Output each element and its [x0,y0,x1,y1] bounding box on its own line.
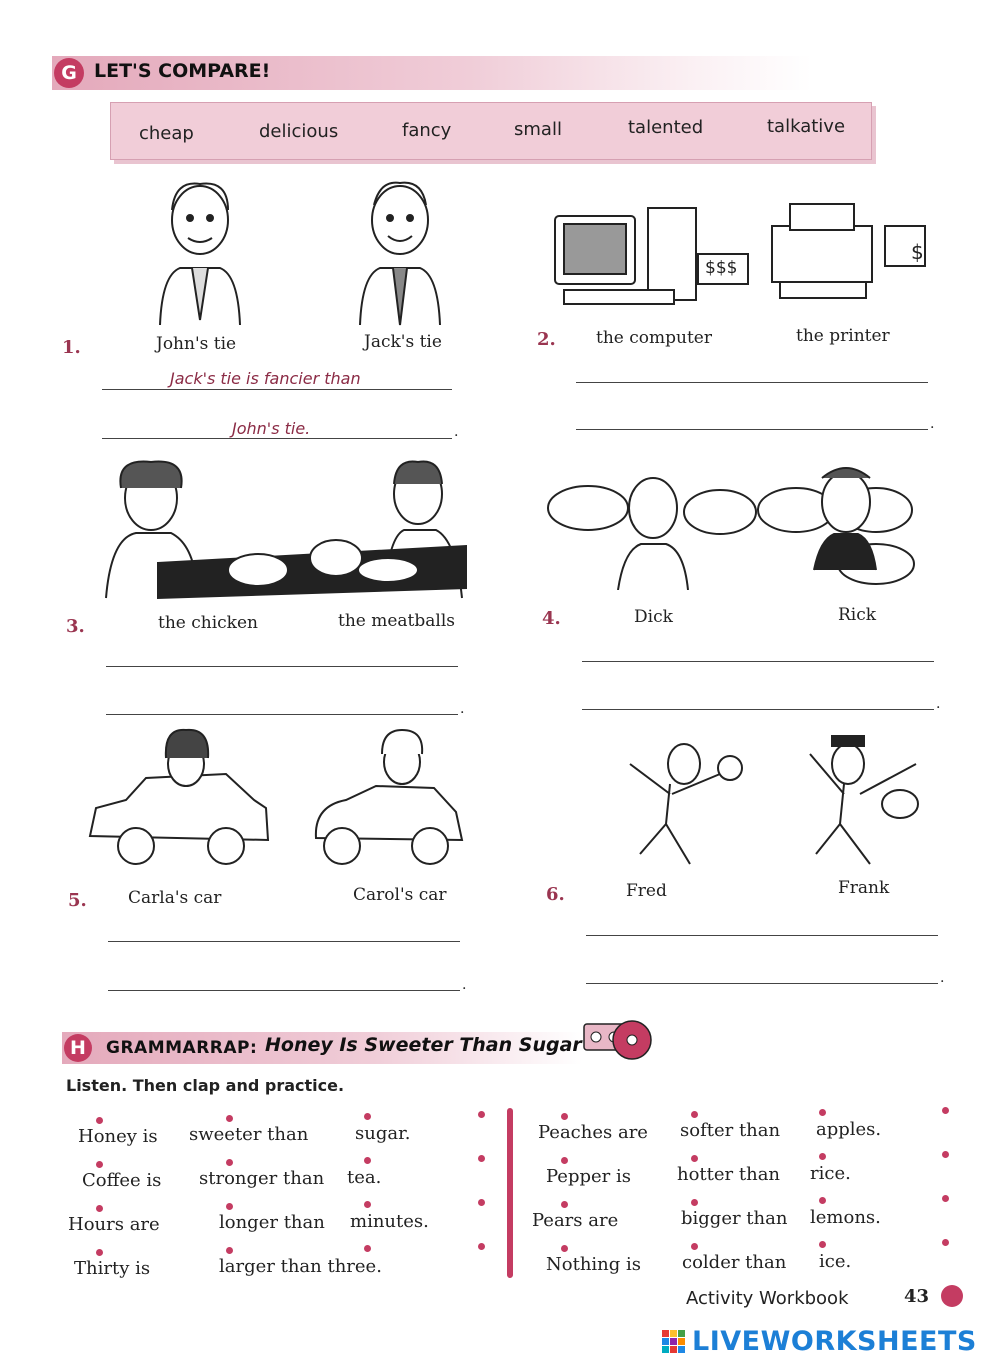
rap-line-comparison: longer than [219,1212,325,1233]
beat-dot [226,1203,233,1210]
answer-line[interactable] [576,429,928,430]
answer-line[interactable] [586,935,938,936]
beat-dot [691,1155,698,1162]
answer-line [102,438,452,439]
rap-line-subject: Honey is [78,1126,158,1147]
beat-dot [96,1205,103,1212]
beat-dot [478,1155,485,1162]
word-bank-item: cheap [139,123,194,144]
section-g-badge: G [54,58,84,88]
rap-column-divider [507,1108,513,1278]
beat-dot [561,1157,568,1164]
beat-dot [96,1117,103,1124]
rap-line-object: minutes. [350,1211,429,1232]
exercise-3-number: 3. [66,616,85,637]
answer-line[interactable] [582,709,934,710]
two-men-ties-illustration [150,180,450,330]
talking-men-illustration [546,460,946,590]
section-h-title-prefix: GRAMMARRAP: [106,1038,258,1058]
page-marker-dot [941,1285,963,1307]
rap-line-comparison: bigger than [681,1208,788,1229]
rap-line-object: rice. [810,1163,851,1184]
computer-printer-illustration [550,196,950,316]
word-bank-item: small [514,119,562,140]
answer-line[interactable] [108,990,460,991]
exercise-6-number: 6. [546,884,565,905]
exercise-1-left-label: John's tie [156,334,237,354]
exercise-4-number: 4. [542,608,561,629]
answer-line[interactable] [582,661,934,662]
beat-dot [819,1197,826,1204]
section-h-instructions: Listen. Then clap and practice. [66,1076,345,1095]
beat-dot [478,1243,485,1250]
answer-line[interactable] [106,666,458,667]
beat-dot [691,1199,698,1206]
audio-cd-icon [582,1018,656,1062]
exercise-2-right-label: the printer [796,326,890,346]
exercise-5-number: 5. [68,890,87,911]
rap-line-comparison: softer than [680,1120,781,1141]
rap-line-object: sugar. [355,1123,411,1144]
beat-dot [942,1107,949,1114]
rap-line-subject: Hours are [68,1214,160,1235]
page-number: 43 [904,1286,930,1307]
beat-dot [691,1243,698,1250]
answer-line[interactable] [586,983,938,984]
beat-dot [478,1199,485,1206]
word-bank-item: talkative [767,116,846,137]
rap-line-comparison: colder than [682,1252,787,1273]
rap-line-subject: Thirty is [74,1258,151,1279]
rap-line-comparison: larger than three. [219,1256,382,1277]
footer-book-title: Activity Workbook [686,1288,849,1309]
beat-dot [942,1195,949,1202]
dinner-table-illustration [96,458,468,604]
dancing-men-illustration [600,724,940,874]
section-g-title: LET'S COMPARE! [94,60,271,82]
exercise-5-left-label: Carla's car [128,888,222,908]
beat-dot [942,1239,949,1246]
exercise-1-answer-line-1[interactable]: Jack's tie is fancier than [170,369,361,388]
beat-dot [226,1115,233,1122]
exercise-3-right-label: the meatballs [338,611,456,631]
exercise-3-left-label: the chicken [158,613,258,633]
beat-dot [561,1201,568,1208]
exercise-1-number: 1. [62,337,81,358]
answer-line[interactable] [108,941,460,942]
beat-dot [364,1201,371,1208]
exercise-1-right-label: Jack's tie [364,332,442,352]
beat-dot [364,1113,371,1120]
beat-dot [478,1111,485,1118]
beat-dot [819,1241,826,1248]
section-h-badge: H [64,1034,92,1062]
beat-dot [364,1157,371,1164]
liveworksheets-logo-icon [662,1330,686,1354]
rap-line-subject: Pears are [532,1210,619,1231]
rap-line-subject: Pepper is [546,1166,631,1187]
period-mark: . [936,696,941,712]
beat-dot [364,1245,371,1252]
exercise-6-left-label: Fred [626,881,667,901]
rap-line-subject: Nothing is [546,1254,642,1275]
beat-dot [691,1111,698,1118]
beat-dot [561,1245,568,1252]
rap-line-comparison: hotter than [677,1164,781,1185]
beat-dot [942,1151,949,1158]
exercise-4-right-label: Rick [838,605,877,625]
rap-line-object: apples. [816,1119,882,1140]
beat-dot [561,1113,568,1120]
word-bank [110,102,872,160]
rap-line-object: tea. [347,1167,382,1188]
exercise-4-left-label: Dick [634,607,673,627]
rap-line-subject: Coffee is [82,1170,162,1191]
exercise-2-number: 2. [537,329,556,350]
two-cars-illustration [86,728,476,874]
beat-dot [96,1161,103,1168]
price-tag-cheap: $ [911,240,924,264]
beat-dot [226,1159,233,1166]
rap-line-comparison: sweeter than [189,1124,309,1145]
exercise-1-answer-line-2[interactable]: John's tie. [232,419,311,438]
liveworksheets-brand[interactable]: LIVEWORKSHEETS [692,1326,977,1357]
rap-line-object: lemons. [810,1207,881,1228]
answer-line[interactable] [106,714,458,715]
exercise-6-right-label: Frank [838,878,890,898]
answer-line [102,389,452,390]
section-h-title: Honey Is Sweeter Than Sugar [265,1034,582,1056]
rap-line-comparison: stronger than [199,1168,325,1189]
period-mark: . [940,970,945,986]
rap-line-subject: Peaches are [538,1122,648,1143]
word-bank-item: talented [628,117,704,138]
word-bank-item: fancy [402,120,452,141]
beat-dot [96,1249,103,1256]
answer-line[interactable] [576,382,928,383]
beat-dot [819,1153,826,1160]
period-mark: . [930,416,935,432]
period-mark: . [462,977,467,993]
beat-dot [819,1109,826,1116]
exercise-5-right-label: Carol's car [353,885,447,905]
rap-line-object: ice. [819,1251,852,1272]
price-tag-expensive: $$$ [705,258,738,278]
exercise-2-left-label: the computer [596,328,712,348]
period-mark: . [454,424,459,440]
word-bank-item: delicious [259,121,339,142]
period-mark: . [460,701,465,717]
beat-dot [226,1247,233,1254]
